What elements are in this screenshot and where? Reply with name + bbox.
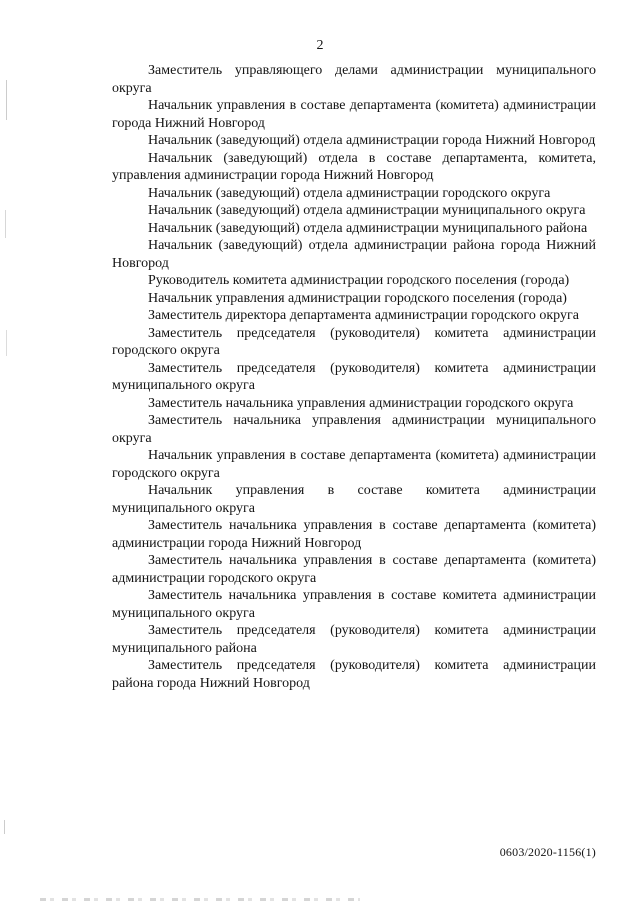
paragraph: Заместитель начальника управления администрации городского округа [148,395,574,411]
paragraph: Начальник управления в составе департамента (комитета) администрации города Нижний Новгород [112,98,596,131]
paragraph: Начальник (заведующий) отдела в составе департамента, комитета, управления администрации города Нижний Новгород [112,150,596,183]
paragraph: Начальник управления в составе департамента (комитета) администрации городского округа [112,448,596,481]
paragraph: Руководитель комитета администрации городского поселения (города) [148,273,570,288]
paragraph: Начальник (заведующий) отдела администрации муниципального округа [148,203,586,218]
paragraph: Заместитель председателя (руководителя) комитета администрации района города Нижний Новгород [112,658,596,691]
document-body [112,62,596,692]
paragraph: Заместитель начальника управления администрации муниципального округа [112,413,596,446]
paragraph: Начальник (заведующий) отдела администрации города Нижний Новгород [148,133,596,148]
paragraph: Заместитель управляющего делами администрации муниципального округа [112,63,596,96]
paragraph: Заместитель директора департамента администрации городского округа [148,308,579,323]
paragraph: Заместитель председателя (руководителя) комитета администрации муниципального района [112,623,596,656]
paragraph: Начальник (заведующий) отдела администрации района города Нижний Новгород [112,238,596,271]
scan-artifact-strip [40,898,360,901]
scan-artifact [6,330,7,356]
paragraph: Начальник управления администрации городского поселения (города) [148,290,567,306]
paragraph: Заместитель начальника управления в составе комитета администрации муниципального округа [112,588,596,621]
paragraph: Заместитель председателя (руководителя) комитета администрации муниципального округа [112,360,596,393]
paragraph: Заместитель начальника управления в составе департамента (комитета) администрации города Нижний Новгород [112,518,596,551]
document-code: 0603/2020-1156(1) [499,845,596,859]
paragraph: Начальник (заведующий) отдела администрации муниципального района [148,220,588,236]
scan-artifact [4,820,5,834]
page-number: 2 [316,38,324,53]
paragraph: Заместитель председателя (руководителя) комитета администрации городского округа [112,325,596,358]
paragraph: Заместитель начальника управления в составе департамента (комитета) администрации городского округа [112,553,596,586]
scan-artifact [5,210,6,238]
paragraph: Начальник управления в составе комитета администрации муниципального округа [112,483,596,516]
paragraph: Начальник (заведующий) отдела администрации городского округа [148,185,551,201]
scan-artifact [6,80,7,120]
